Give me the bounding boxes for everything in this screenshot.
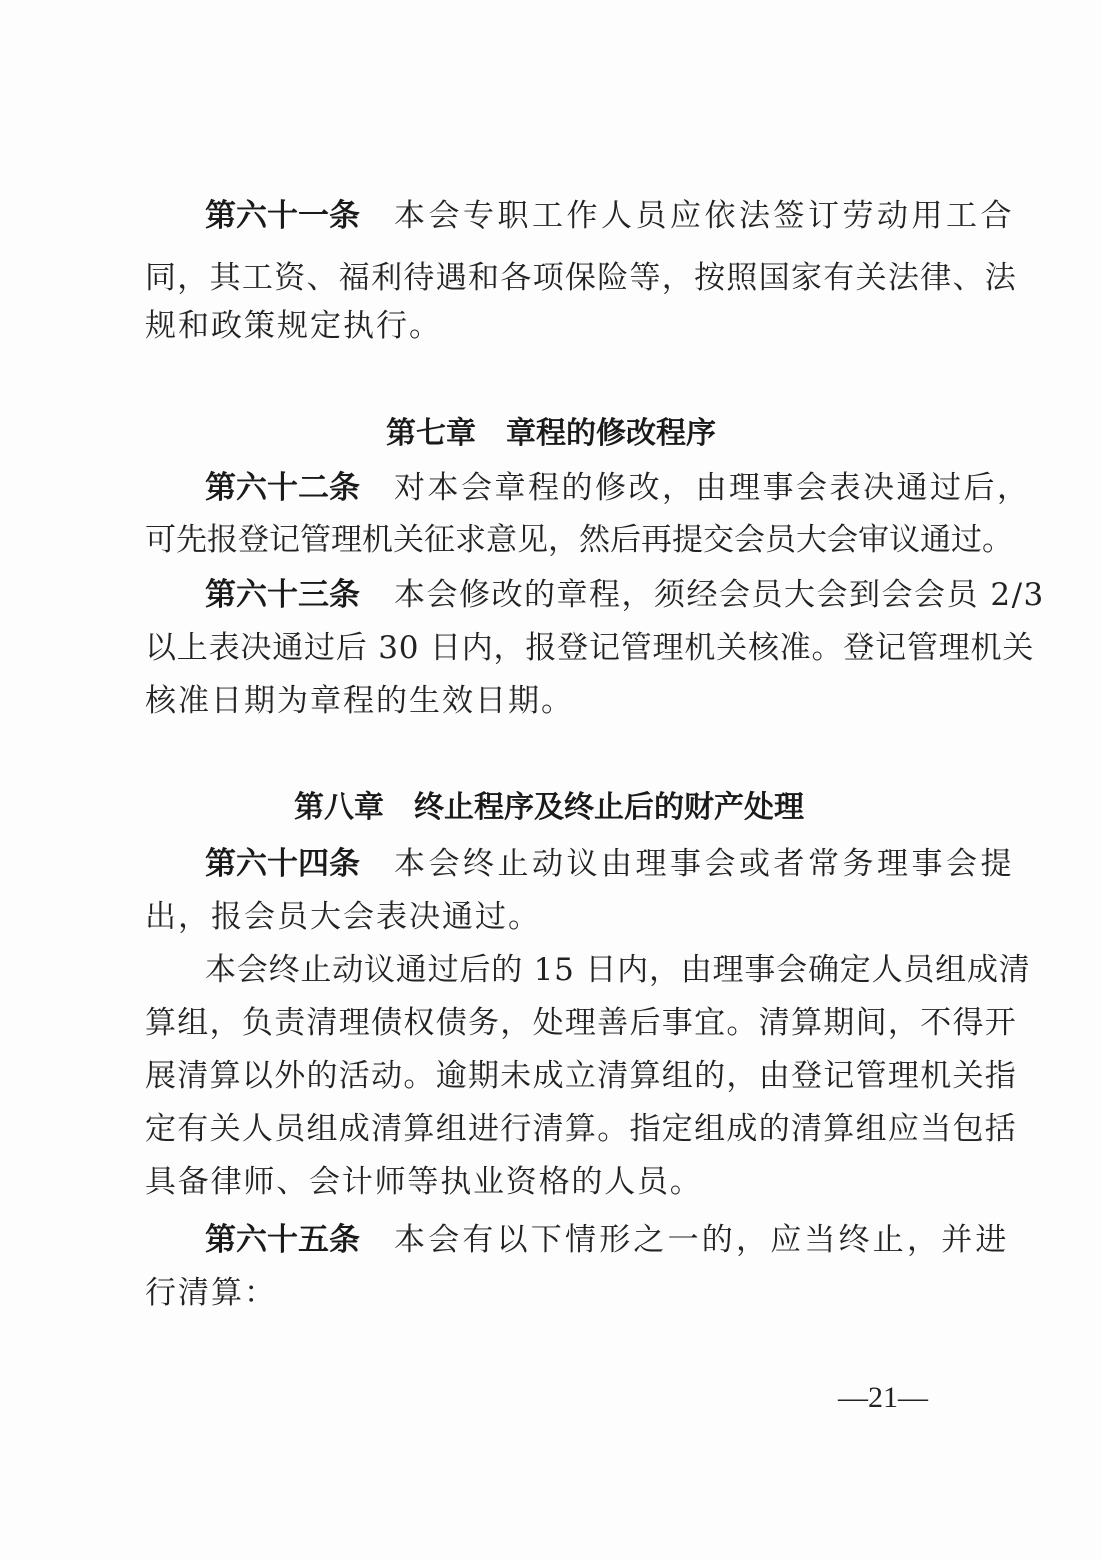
article-64-para2-line-1: 本会终止动议通过后的 15 日内，由理事会确定人员组成清 bbox=[205, 952, 1031, 988]
article-61-line-2: 同，其工资、福利待遇和各项保险等，按照国家有关法律、法 bbox=[145, 260, 1018, 296]
chapter-8-heading bbox=[0, 788, 1100, 828]
article-64-line-2: 出，报会员大会表决通过。 bbox=[145, 899, 541, 935]
article-63-label: 第六十三条 bbox=[205, 577, 360, 613]
article-65-line-1 bbox=[205, 1220, 1010, 1260]
article-64-para2-line-3: 展清算以外的活动。逾期未成立清算组的，由登记管理机关指 bbox=[145, 1058, 1018, 1094]
article-63-line-1 bbox=[205, 575, 1045, 615]
page-number: —21— bbox=[838, 1381, 928, 1414]
article-63-text-1: 本会修改的章程，须经会员大会到会会员 2/3 bbox=[394, 577, 1045, 613]
article-64-line-1 bbox=[205, 844, 1015, 884]
chapter-7-number: 第七章 bbox=[386, 416, 476, 451]
article-61-line-1 bbox=[205, 196, 1015, 236]
article-62-line-2: 可先报登记管理机关征求意见，然后再提交会员大会审议通过。 bbox=[145, 522, 1013, 558]
article-63-line-3: 核准日期为章程的生效日期。 bbox=[145, 683, 574, 719]
chapter-7-heading bbox=[0, 414, 1102, 454]
article-62-line-1 bbox=[205, 468, 1031, 508]
article-61-label: 第六十一条 bbox=[205, 198, 360, 234]
article-64-para2-line-5: 具备律师、会计师等执业资格的人员。 bbox=[145, 1164, 703, 1200]
article-65-line-2: 行清算： bbox=[145, 1275, 277, 1311]
article-63-line-2: 以上表决通过后 30 日内，报登记管理机关核准。登记管理机关 bbox=[145, 630, 1035, 666]
chapter-7-title: 章程的修改程序 bbox=[506, 416, 716, 451]
chapter-8-number: 第八章 bbox=[294, 790, 384, 825]
article-61-text-1: 本会专职工作人员应依法签订劳动用工合 bbox=[394, 198, 1015, 234]
chapter-8-title: 终止程序及终止后的财产处理 bbox=[414, 790, 804, 825]
article-62-label: 第六十二条 bbox=[205, 470, 360, 506]
article-65-text-1: 本会有以下情形之一的，应当终止，并进 bbox=[394, 1222, 1010, 1258]
article-65-label: 第六十五条 bbox=[205, 1222, 360, 1258]
article-64-para2-line-2: 算组，负责清理债权债务，处理善后事宜。清算期间，不得开 bbox=[145, 1005, 1018, 1041]
article-64-para2-line-4: 定有关人员组成清算组进行清算。指定组成的清算组应当包括 bbox=[145, 1111, 1018, 1147]
article-61-line-3: 规和政策规定执行。 bbox=[145, 308, 442, 344]
article-62-text-1: 对本会章程的修改，由理事会表决通过后， bbox=[394, 470, 1031, 506]
article-64-label: 第六十四条 bbox=[205, 846, 360, 882]
article-64-text-1: 本会终止动议由理事会或者常务理事会提 bbox=[394, 846, 1015, 882]
